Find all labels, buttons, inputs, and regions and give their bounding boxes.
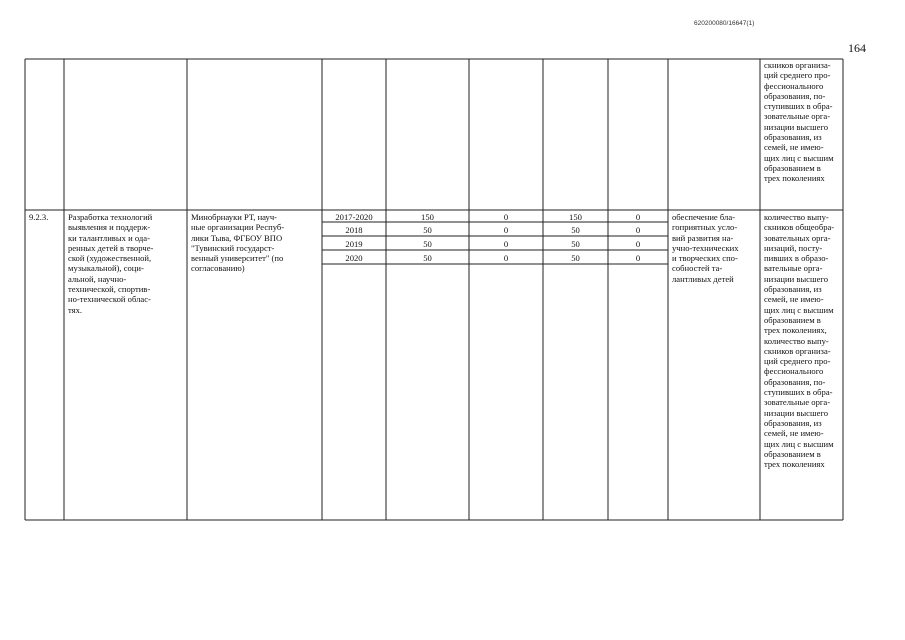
period-other: 0 (635, 253, 641, 263)
executors-cell: Минобрнауки РТ, науч- ные организации Респуб- лики Тыва, ФГБОУ ВПО "Тувинский государст- венный университет" (по согласованию) (191, 212, 285, 274)
period-other: 0 (635, 212, 641, 222)
period-federal: 0 (503, 253, 509, 263)
period-total: 50 (423, 253, 432, 263)
period-republic: 50 (571, 225, 580, 235)
period-republic: 50 (571, 253, 580, 263)
period-year: 2020 (345, 253, 363, 263)
activity-cell: Разработка технологий выявления и поддерж- ки талантливых и ода- ренных детей в творче- ской (художественной, музыкальной), соци- альной, научно- технической, спортив- но-технической облас- тях. (68, 212, 154, 315)
period-year: 2019 (345, 239, 363, 249)
period-year: 2017-2020 (335, 212, 373, 222)
period-republic: 50 (571, 239, 580, 249)
row-number: 9.2.3. (29, 212, 49, 222)
indicator-cell: количество выпу- скников общеобра- зовательных орга- низаций, посту- пивших в образо- вательные орга- низации высшего образования, из семей, не имею- щих лиц с высшим образованием в трех поколениях, количество выпу- скников организа- ций среднего про- фессионального образования, по- ступивших в обра- зовательные орга- низации высшего образования, из семей, не имею- щих лиц с высшим образованием в трех поколениях (764, 212, 835, 470)
page-number: 164 (848, 41, 866, 55)
continued-indicator-cell: скников организа- ций среднего про- фессионального образования, по- ступивших в обра- зовательные орга- низации высшего образования, из семей, не имею- щих лиц с высшим образованием в трех поколениях (764, 60, 834, 184)
period-year: 2018 (345, 225, 363, 235)
period-federal: 0 (503, 225, 509, 235)
document-id: 620200080/16647(1) (694, 20, 755, 27)
period-republic: 150 (569, 212, 582, 222)
result-cell: обеспечение бла- гоприятных усло- вий развития на- учно-технических и творческих спо- собностей та- лантливых детей (672, 212, 739, 284)
period-federal: 0 (503, 212, 509, 222)
period-other: 0 (635, 225, 641, 235)
period-total: 50 (423, 239, 432, 249)
period-total: 150 (421, 212, 434, 222)
period-total: 50 (423, 225, 432, 235)
period-federal: 0 (503, 239, 509, 249)
period-other: 0 (635, 239, 641, 249)
